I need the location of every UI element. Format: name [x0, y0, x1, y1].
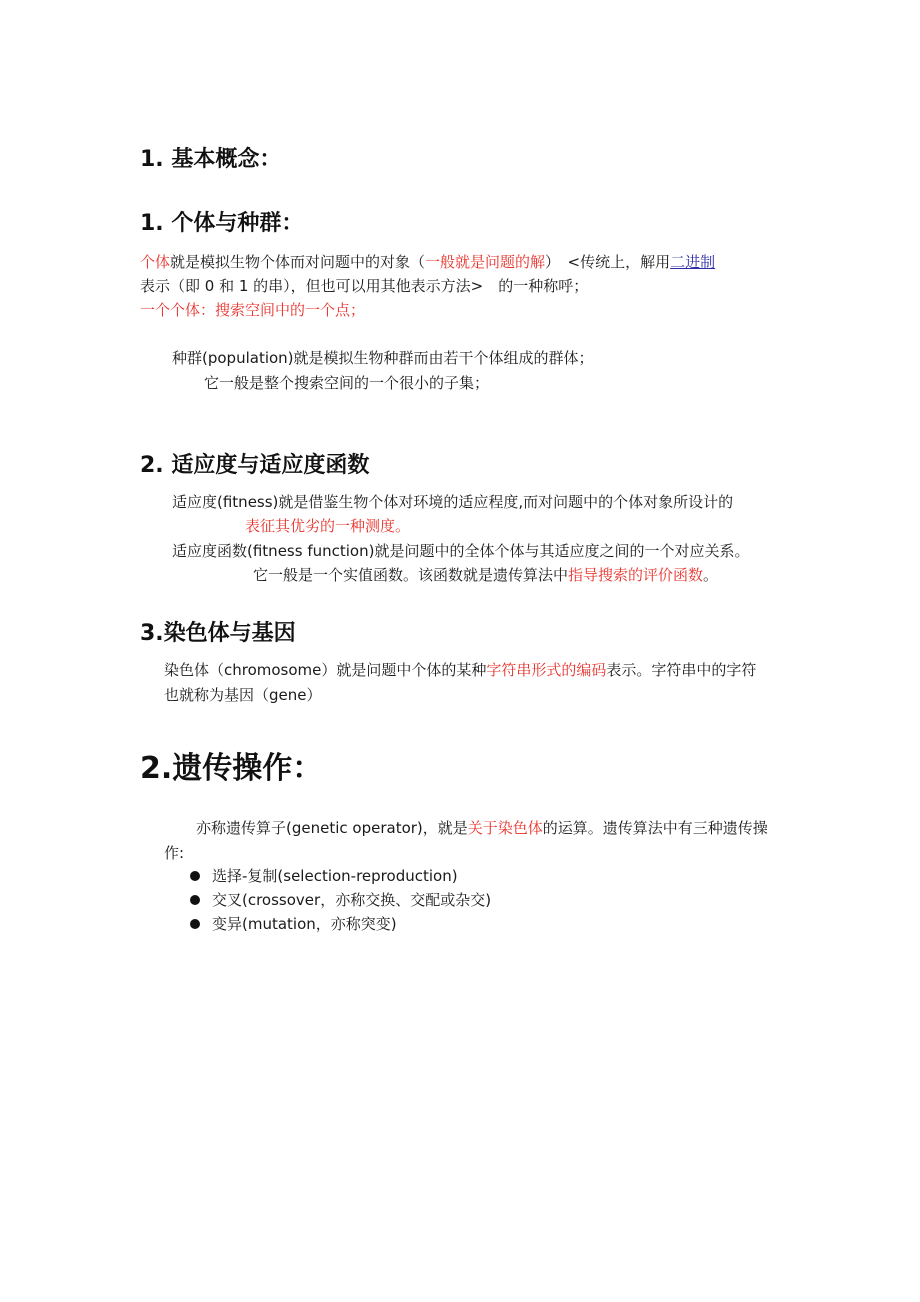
operations-list	[188, 864, 491, 936]
representation-line: 表示（即 0 和 1 的串），但也可以用其他表示方法> 的一种称呼；	[140, 277, 589, 295]
list-item: 交叉(crossover，亦称交换、交配或杂交)	[188, 888, 491, 912]
binary-link[interactable]: 二进制	[670, 253, 716, 271]
real-valued-text: 它一般是一个实值函数。该函数就是遗传算法中	[253, 566, 569, 584]
gene-definition-line: 也就称为基因（gene）	[164, 686, 322, 704]
chromosome-gene-heading: 3.染色体与基因	[140, 621, 296, 646]
population-subset-line: 它一般是整个搜索空间的一个很小的子集；	[204, 374, 490, 392]
fitness-definition-line: 适应度(fitness)就是借鉴生物个体对环境的适应程度,而对问题中的个体对象所设计的	[172, 493, 734, 511]
term-individual: 个体	[140, 253, 171, 271]
operator-text: 亦称遗传算子(genetic operator)，就是	[196, 819, 468, 837]
individual-population-heading: 1. 个体与种群：	[140, 211, 304, 236]
list-item: 变异(mutation，亦称突变)	[188, 912, 491, 936]
list-item: 选择-复制(selection-reproduction)	[188, 864, 491, 888]
period-text: 。	[703, 566, 719, 584]
traditional-note: ） <传统上，解用	[545, 253, 671, 271]
chromosome-definition-line	[164, 660, 756, 680]
evaluation-function-text: 指导搜索的评价函数	[568, 566, 704, 584]
fitness-measure-line: 表征其优劣的一种测度。	[245, 517, 411, 535]
representation-text: 表示。字符串中的字符	[606, 661, 757, 679]
fitness-heading: 2. 适应度与适应度函数	[140, 453, 370, 478]
section-2-heading: 2.遗传操作：	[140, 751, 323, 786]
fitness-function-line: 适应度函数(fitness function)就是问题中的全体个体与其适应度之间的一个对应关系。	[172, 542, 750, 560]
fitness-function-note-line	[253, 565, 718, 585]
individual-definition-text: 就是模拟生物个体而对问题中的对象（	[170, 253, 426, 271]
point-in-search-space-line: 一个个体：搜索空间中的一个点；	[140, 301, 366, 319]
three-operations-text: 的运算。遗传算法中有三种遗传操	[542, 819, 768, 837]
about-chromosome-text: 关于染色体	[467, 819, 543, 837]
genetic-operator-line-end: 作:	[164, 844, 185, 862]
chromosome-text: 染色体（chromosome）就是问题中个体的某种	[164, 661, 487, 679]
section-1-heading: 1. 基本概念：	[140, 147, 282, 172]
problem-solution-note: 一般就是问题的解	[425, 253, 546, 271]
genetic-operator-line	[196, 818, 768, 838]
individual-definition-line	[140, 252, 715, 272]
population-definition-line: 种群(population)就是模拟生物种群而由若干个体组成的群体；	[172, 349, 594, 367]
string-encoding-text: 字符串形式的编码	[486, 661, 607, 679]
